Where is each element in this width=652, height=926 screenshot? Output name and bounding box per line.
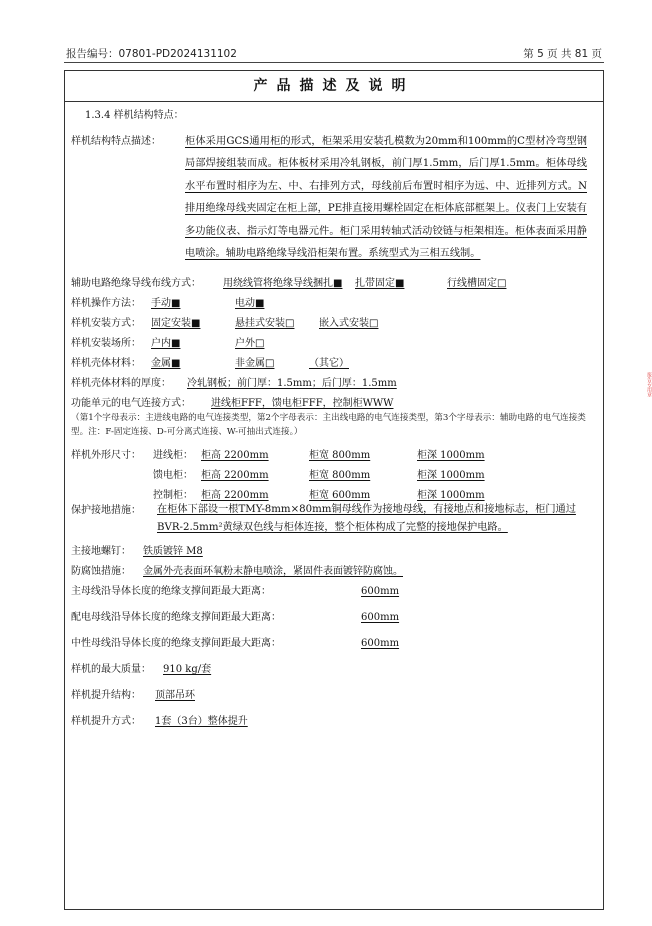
grounding-label: 保护接地措施：	[71, 505, 141, 516]
page-title: 产品描述及说明	[65, 71, 603, 102]
report-number: 报告编号：07801-PD2024131102	[66, 48, 237, 60]
control-width: 柜宽 600mm	[309, 490, 371, 501]
wiring-label: 辅助电路绝缘导线布线方式：	[71, 278, 201, 289]
side-seal-stamp: 报告专用章	[646, 372, 652, 397]
material-other: （其它）	[309, 358, 349, 369]
structure-label: 样机结构特点描述：	[71, 136, 161, 147]
main-busbar-value: 600mm	[361, 586, 400, 597]
install-outdoor: 户外□	[235, 338, 265, 349]
feeder-depth: 柜深 1000mm	[417, 470, 485, 481]
anticorrosion-value: 金属外壳表面环氧粉末静电喷涂，紧固件表面镀锌防腐蚀。	[143, 566, 403, 577]
control-height: 柜高 2200mm	[201, 490, 269, 501]
structure-description: 柜体采用GCS通用柜的形式，柜架采用安装孔模数为20mm和100mm的C型材冷弯型钢局部焊接组装而成。柜体板材采用冷轧钢板，前门厚1.5mm，后门厚1.5mm。柜体母线水平布置时相序为左、中、右排列方式，母线前后布置时相序为远、中、近排列方式。N排用绝缘母线夹固定在柜上部，PE排直接用螺栓固定在柜体底部框架上。仪表门上安装有多功能仪表、指示灯等电器元件。柜门采用转轴式活动铰链与柜架相连。柜体表面采用静电喷涂。辅助电路绝缘导线沿柜架布置。系统型式为三相五线制。	[185, 136, 587, 260]
lifting-method-value: 1套（3台）整体提升	[155, 716, 248, 727]
ground-bolt-value: 铁质镀锌 M8	[143, 546, 203, 557]
page-number: 第 5 页 共 81 页	[523, 48, 602, 60]
control-cabinet-name: 控制柜：	[153, 490, 193, 501]
neutral-busbar-label: 中性母线沿导体长度的绝缘支撑间距最大距离：	[71, 638, 281, 649]
lifting-method-label: 样机提升方式：	[71, 716, 141, 727]
feeder-cabinet-name: 馈电柜：	[153, 470, 193, 481]
section-heading: 1.3.4 样机结构特点：	[85, 110, 184, 121]
material-nonmetal: 非金属□	[235, 358, 275, 369]
incoming-depth: 柜深 1000mm	[417, 450, 485, 461]
connection-note: （第1个字母表示：主进线电路的电气连接类型，第2个字母表示：主出线电路的电气连接类型，第3个字母表示：辅助电路的电气连接类型。注：F-固定连接、D-可分离式连接、W-可抽出式连接。）	[71, 413, 586, 437]
anticorrosion-label: 防腐蚀措施：	[71, 566, 131, 577]
content-frame	[64, 70, 604, 910]
grounding-text: 在柜体下部设一根TMY-8mm×80mm铜母线作为接地母线，有接地点和接地标志，柜门通过BVR-2.5mm²黄绿双色线与柜体连接，整个柜体构成了完整的接地保护电路。	[157, 504, 576, 533]
dist-busbar-value: 600mm	[361, 612, 400, 623]
thickness-label: 样机壳体材料的厚度：	[71, 378, 171, 389]
control-depth: 柜深 1000mm	[417, 490, 485, 501]
max-mass-value: 910 kg/套	[163, 664, 212, 675]
main-busbar-label: 主母线沿导体长度的绝缘支撑间距最大距离：	[71, 586, 271, 597]
operation-electric: 电动■	[235, 298, 265, 309]
install-fixed: 固定安装■	[151, 318, 201, 329]
operation-label: 样机操作方法：	[71, 298, 141, 309]
install-place-label: 样机安装场所：	[71, 338, 141, 349]
wiring-option-bundle: 用绕线管将绝缘导线捆扎■	[223, 278, 343, 289]
thickness-value: 冷轧钢板；前门厚：1.5mm；后门厚：1.5mm	[187, 378, 397, 389]
incoming-width: 柜宽 800mm	[309, 450, 371, 461]
max-mass-label: 样机的最大质量：	[71, 664, 151, 675]
install-embedded: 嵌入式安装□	[319, 318, 379, 329]
incoming-height: 柜高 2200mm	[201, 450, 269, 461]
header-rule	[64, 62, 604, 63]
neutral-busbar-value: 600mm	[361, 638, 400, 649]
install-hanging: 悬挂式安装□	[235, 318, 295, 329]
feeder-width: 柜宽 800mm	[309, 470, 371, 481]
wiring-option-tie: 扎带固定■	[355, 278, 405, 289]
feeder-height: 柜高 2200mm	[201, 470, 269, 481]
dist-busbar-label: 配电母线沿导体长度的绝缘支撑间距最大距离：	[71, 612, 281, 623]
lifting-structure-label: 样机提升结构：	[71, 690, 141, 701]
enclosure-material-label: 样机壳体材料：	[71, 358, 141, 369]
wiring-option-trunk: 行线槽固定□	[447, 278, 507, 289]
install-indoor: 户内■	[151, 338, 181, 349]
ground-bolt-label: 主接地螺钉：	[71, 546, 131, 557]
functional-value: 进线柜FFF，馈电柜FFF，控制柜WWW	[211, 398, 394, 409]
lifting-structure-value: 顶部吊环	[155, 690, 195, 701]
operation-manual: 手动■	[151, 298, 181, 309]
functional-label: 功能单元的电气连接方式：	[71, 398, 191, 409]
material-metal: 金属■	[151, 358, 181, 369]
incoming-cabinet-name: 进线柜：	[153, 450, 193, 461]
dimensions-label: 样机外形尺寸：	[71, 450, 141, 461]
install-method-label: 样机安装方式：	[71, 318, 141, 329]
